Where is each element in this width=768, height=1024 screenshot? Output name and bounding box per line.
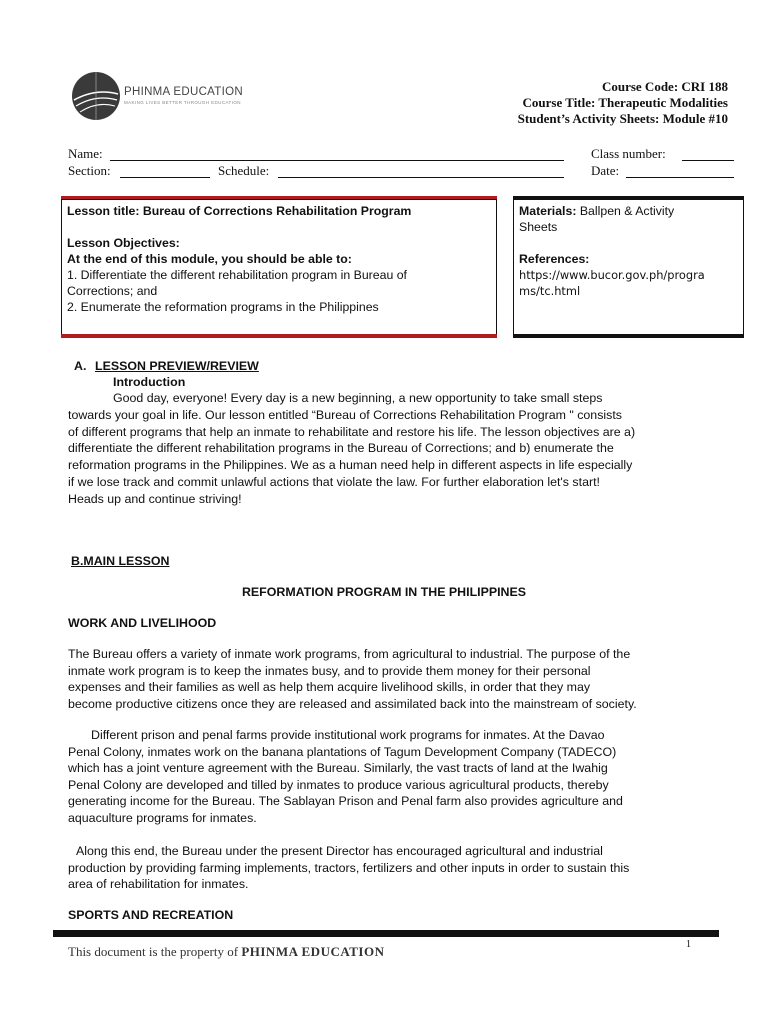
reformation-title: REFORMATION PROGRAM IN THE PHILIPPINES — [241, 585, 527, 599]
intro-line: if we lose track and commit unlawful actions that violate the law. For further elaboration let's start! — [68, 474, 600, 489]
section-field[interactable] — [120, 177, 210, 178]
section-b-heading: B.MAIN LESSON — [71, 554, 170, 568]
materials-label: Materials: — [519, 204, 577, 218]
lesson-box-content — [67, 203, 493, 315]
intro-line: towards your goal in life. Our lesson entitled “Bureau of Corrections Rehabilitation Program " consists — [68, 407, 622, 422]
objective-2: 2. Enumerate the reformation programs in the Philippines — [67, 300, 379, 314]
date-field[interactable] — [626, 177, 734, 178]
paragraph-line: aquaculture programs for inmates. — [68, 810, 257, 825]
schedule-field[interactable] — [278, 177, 564, 178]
paragraph-line: production by providing farming implements, tractors, fertilizers and other inputs in order to sustain this — [68, 860, 630, 875]
work-paragraph-2 — [68, 727, 748, 827]
references-label: References: — [519, 252, 590, 266]
materials-box-bottom-bar — [513, 334, 744, 338]
lesson-box-bottom-bar — [61, 334, 497, 338]
materials-box-content — [519, 203, 741, 299]
logo-tagline: MAKING LIVES BETTER THROUGH EDUCATION — [124, 100, 241, 105]
paragraph-line: The Bureau offers a variety of inmate work programs, from agricultural to industrial. The purpose of the — [68, 647, 631, 661]
section-label: Section: — [68, 163, 111, 178]
footer-bar — [53, 930, 719, 937]
intro-line: of different programs that help an inmate to rehabilitate and restore his life. The lesson objectives are a) — [68, 424, 636, 439]
sports-recreation-heading: SPORTS AND RECREATION — [68, 908, 234, 922]
intro-line: reformation programs in the Philippines. We as a human need help in different aspects in life especially — [68, 458, 633, 473]
class-number-label: Class number: — [591, 146, 666, 161]
paragraph-line: area of rehabilitation for inmates. — [68, 877, 249, 892]
work-paragraph-1 — [68, 646, 748, 712]
class-number-field[interactable] — [682, 160, 734, 161]
objective-1-cont: Corrections; and — [67, 284, 158, 298]
section-a-marker: A. — [74, 359, 87, 373]
objective-1: 1. Differentiate the different rehabilitation program in Bureau of — [67, 268, 407, 282]
paragraph-line: become productive citizens once they are released and assimilated back into the mainstream of society. — [68, 696, 637, 711]
intro-paragraph — [68, 390, 748, 508]
paragraph-line: expenses and their families as well as help them acquire livelihood skills, in order that they may — [68, 680, 591, 695]
materials-value-cont: Sheets — [519, 220, 558, 234]
footer-owner: PHINMA EDUCATION — [241, 944, 385, 959]
intro-line: Heads up and continue striving! — [68, 491, 242, 506]
paragraph-line: Penal Colony, inmates work on the banana plantations of Tagum Development Company (TADECO) — [68, 744, 617, 759]
module-title: Student’s Activity Sheets: Module #10 — [517, 111, 728, 126]
paragraph-line: Penal Colony are developed and tilled by inmates to produce various agricultural products, thereby — [68, 777, 609, 792]
reference-link[interactable]: https://www.bucor.gov.ph/progra — [519, 268, 705, 282]
intro-line: differentiate the different rehabilitation programs in the Bureau of Corrections; and b) enumerate the — [68, 441, 614, 456]
footer-text — [68, 944, 385, 960]
section-a-heading: LESSON PREVIEW/REVIEW — [95, 359, 259, 373]
name-label: Name: — [68, 146, 103, 161]
course-code: Course Code: CRI 188 — [601, 79, 728, 94]
page-number: 1 — [686, 939, 691, 950]
intro-line: Good day, everyone! Every day is a new beginning, a new opportunity to take small steps — [113, 391, 603, 405]
work-paragraph-3 — [68, 843, 748, 893]
lesson-title: Lesson title: Bureau of Corrections Rehabilitation Program — [67, 204, 412, 218]
paragraph-line: Along this end, the Bureau under the present Director has encouraged agricultural and industrial — [76, 844, 603, 858]
phinma-emblem-icon — [70, 70, 122, 122]
objectives-heading: Lesson Objectives: — [67, 236, 180, 250]
objectives-intro: At the end of this module, you should be able to: — [67, 252, 352, 266]
course-info — [518, 79, 728, 127]
schedule-label: Schedule: — [218, 163, 270, 178]
paragraph-line: generating income for the Bureau. The Sablayan Prison and Penal farm also provides agriculture and — [68, 794, 623, 809]
paragraph-line: inmate work program is to keep the inmates busy, and to provide them money for their personal — [68, 663, 591, 678]
reference-link-cont[interactable]: ms/tc.html — [519, 284, 581, 298]
logo-name: PHINMA EDUCATION — [124, 86, 243, 98]
name-field[interactable] — [110, 160, 564, 161]
course-title: Course Title: Therapeutic Modalities — [522, 95, 728, 110]
paragraph-line: which has a joint venture agreement with the Bureau. Similarly, the vast tracts of land at the Iwahig — [68, 761, 608, 776]
paragraph-line: Different prison and penal farms provide institutional work programs for inmates. At the Davao — [91, 728, 605, 742]
materials-value: Ballpen & Activity — [579, 204, 675, 218]
section-a-subheading: Introduction — [113, 375, 186, 389]
date-label: Date: — [591, 163, 620, 178]
work-livelihood-heading: WORK AND LIVELIHOOD — [68, 616, 217, 630]
footer-prefix: This document is the property of — [68, 944, 239, 959]
